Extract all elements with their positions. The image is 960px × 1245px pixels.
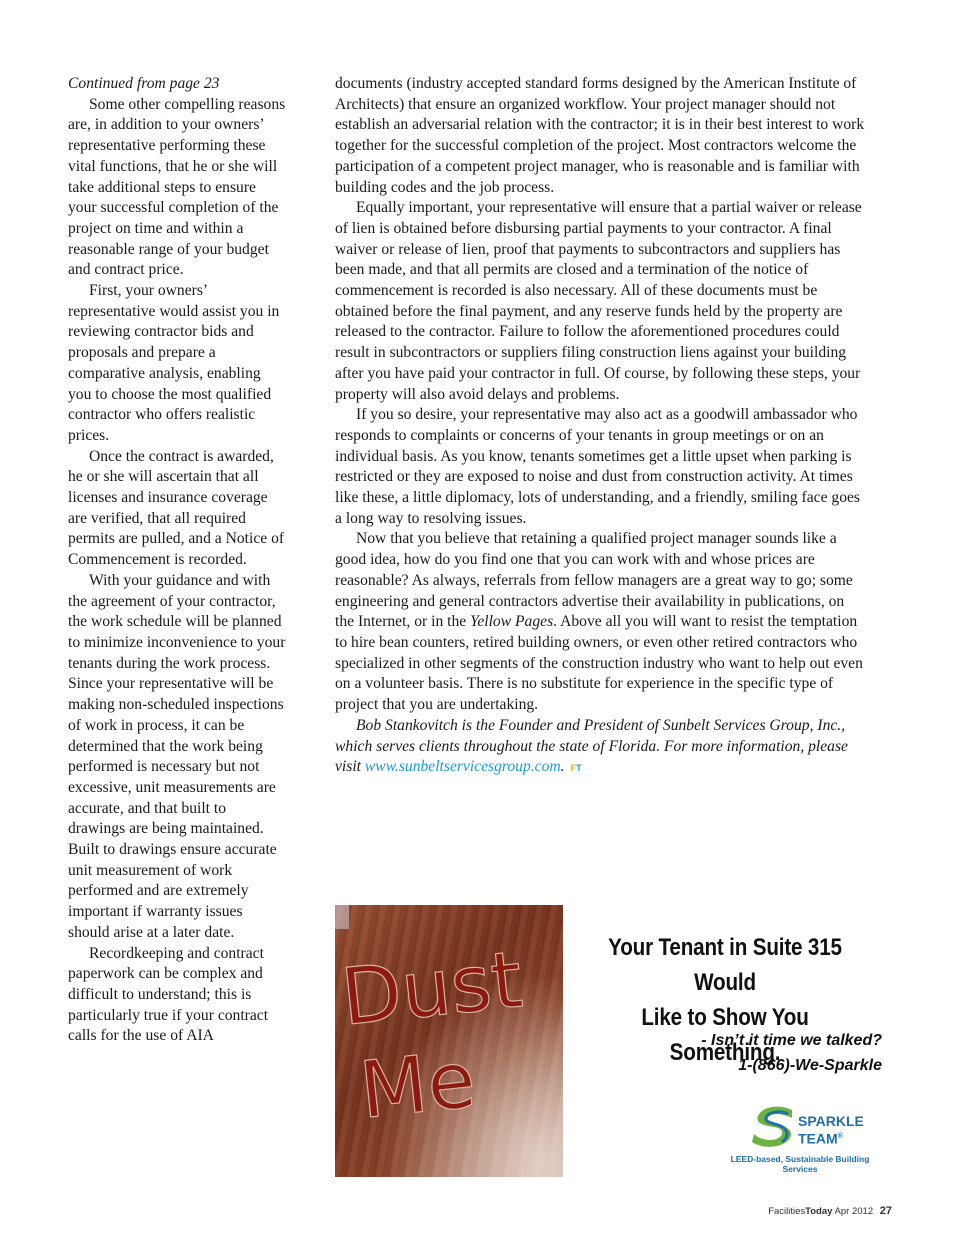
sparkle-team-logo bbox=[716, 1102, 884, 1172]
ad-headline: Your Tenant in Suite 315 Would Like to Show You Something. bbox=[608, 934, 842, 1066]
photo-word-me: Me bbox=[355, 1035, 480, 1137]
author-bio: Bob Stankovitch is the Founder and President of Sunbelt Services Group, Inc., which serves clients throughout the state of Florida. For more information, please visit www.sunbeltservicesgroup.com. FT bbox=[335, 716, 848, 776]
logo-wordmark: SPARKLE TEAM® bbox=[798, 1113, 864, 1147]
issue-date: Apr 2012 bbox=[834, 1206, 874, 1217]
sparkle-swoosh-icon bbox=[752, 1104, 800, 1148]
paragraph: Recordkeeping and contract paperwork can be complex and difficult to understand; this is particularly true if your contract calls for the use of AIA bbox=[68, 944, 269, 1045]
yellow-pages-italic: Yellow Pages bbox=[470, 613, 554, 631]
right-column bbox=[335, 74, 865, 779]
paragraph: Now that you believe that retaining a qualified project manager sounds like a good idea, how do you find one that you can work with and whose prices are reasonable? As always, referrals from fellow managers are a great way to go; some engineering and general contractors advertise their availability in publications, on the Internet, or in the Yellow Pages. Above all you will want to resist the temptation to hire bean counters, retired building owners, or even other retired contractors who specialized in other segments of the construction industry who want to help out even on a volunteer basis. There is no substitute for experience in the specific type of project that you are undertaking. bbox=[335, 530, 863, 714]
page-number: 27 bbox=[879, 1205, 892, 1217]
photo-word-dust: Dust bbox=[337, 935, 527, 1044]
page-footer bbox=[768, 1205, 892, 1217]
ad-phone-number: 1-(866)-We-Sparkle bbox=[738, 1057, 882, 1074]
paragraph: With your guidance and with the agreement of your contractor, the work schedule will be planned to minimize inconvenience to your tenants during the work process. Since your representative will be making non-scheduled inspections of work in process, it can be determined that the work being performed is necessary but not excessive, unit measurements are accurate, and that built to drawings are being maintained. Built to drawings ensure accurate unit measurement of work performed and are extremely important if warranty issues should arise at a later date. bbox=[68, 571, 286, 941]
paragraph: Once the contract is awarded, he or she will ascertain that all licenses and insurance coverage are verified, that all required permits are pulled, and a Notice of Commencement is recorded. bbox=[68, 447, 285, 569]
paragraph: Equally important, your representative will ensure that a partial waiver or release of lien is obtained before disbursing partial payments to your contractor. A final waiver or release of lien, proof that payments to subcontractors and suppliers has been made, and that all permits are closed and a termination of the notice of commencement is recorded is also necessary. All of these documents must be obtained before the final payment, and any reserve funds held by the property are released to the contractor. Failure to follow the aforementioned procedures could result in subcontractors or suppliers filing construction liens against your building after you have paid your contractor in full. Of course, by following these steps, your property will also avoid delays and problems. bbox=[335, 199, 862, 403]
logo-subtitle: LEED-based, Sustainable Building Services bbox=[730, 1154, 870, 1174]
end-of-article-mark: FT bbox=[570, 763, 582, 774]
sunbelt-website-link[interactable]: www.sunbeltservicesgroup.com bbox=[364, 758, 561, 776]
continued-note: Continued from page 23 bbox=[68, 75, 220, 92]
magazine-name: FacilitiesToday bbox=[768, 1206, 833, 1217]
paragraph: Some other compelling reasons are, in addition to your owners’ representative performing these vital functions, that he or she will take additional steps to ensure your successful completion of the project on time and within a reasonable range of your budget and contract price. bbox=[68, 95, 286, 279]
paragraph: If you so desire, your representative may also act as a goodwill ambassador who responds to complaints or concerns of your tenants in group meetings or on an individual basis. As you know, tenants sometimes get a little upset when parking is restricted or they are exposed to noise and dust from construction activity. At times like these, a little diplomacy, lots of understanding, and a friendly, smiling face goes a long way to resolving issues. bbox=[335, 406, 860, 527]
paragraph: documents (industry accepted standard forms designed by the American Institute of Architects) that ensure an organized workflow. Your project manager should not establish an adversarial relation with the contractor; it is in their best interest to work together for the successful completion of the project. Most contractors welcome the participation of a competent project manager, who is reasonable and is familiar with building codes and the job process. bbox=[335, 75, 865, 196]
ad-tagline: - Isn’t it time we talked? 1-(866)-We-Sparkle bbox=[701, 1028, 882, 1078]
dust-writing-graphic bbox=[335, 905, 563, 1177]
paragraph: First, your owners’ representative would assist you in reviewing contractor bids and proposals and prepare a comparative analysis, enabling you to choose the most qualified contractor who offers realistic prices. bbox=[68, 282, 280, 444]
left-column bbox=[68, 74, 286, 1047]
ad-dusty-surface-photo bbox=[335, 905, 563, 1177]
